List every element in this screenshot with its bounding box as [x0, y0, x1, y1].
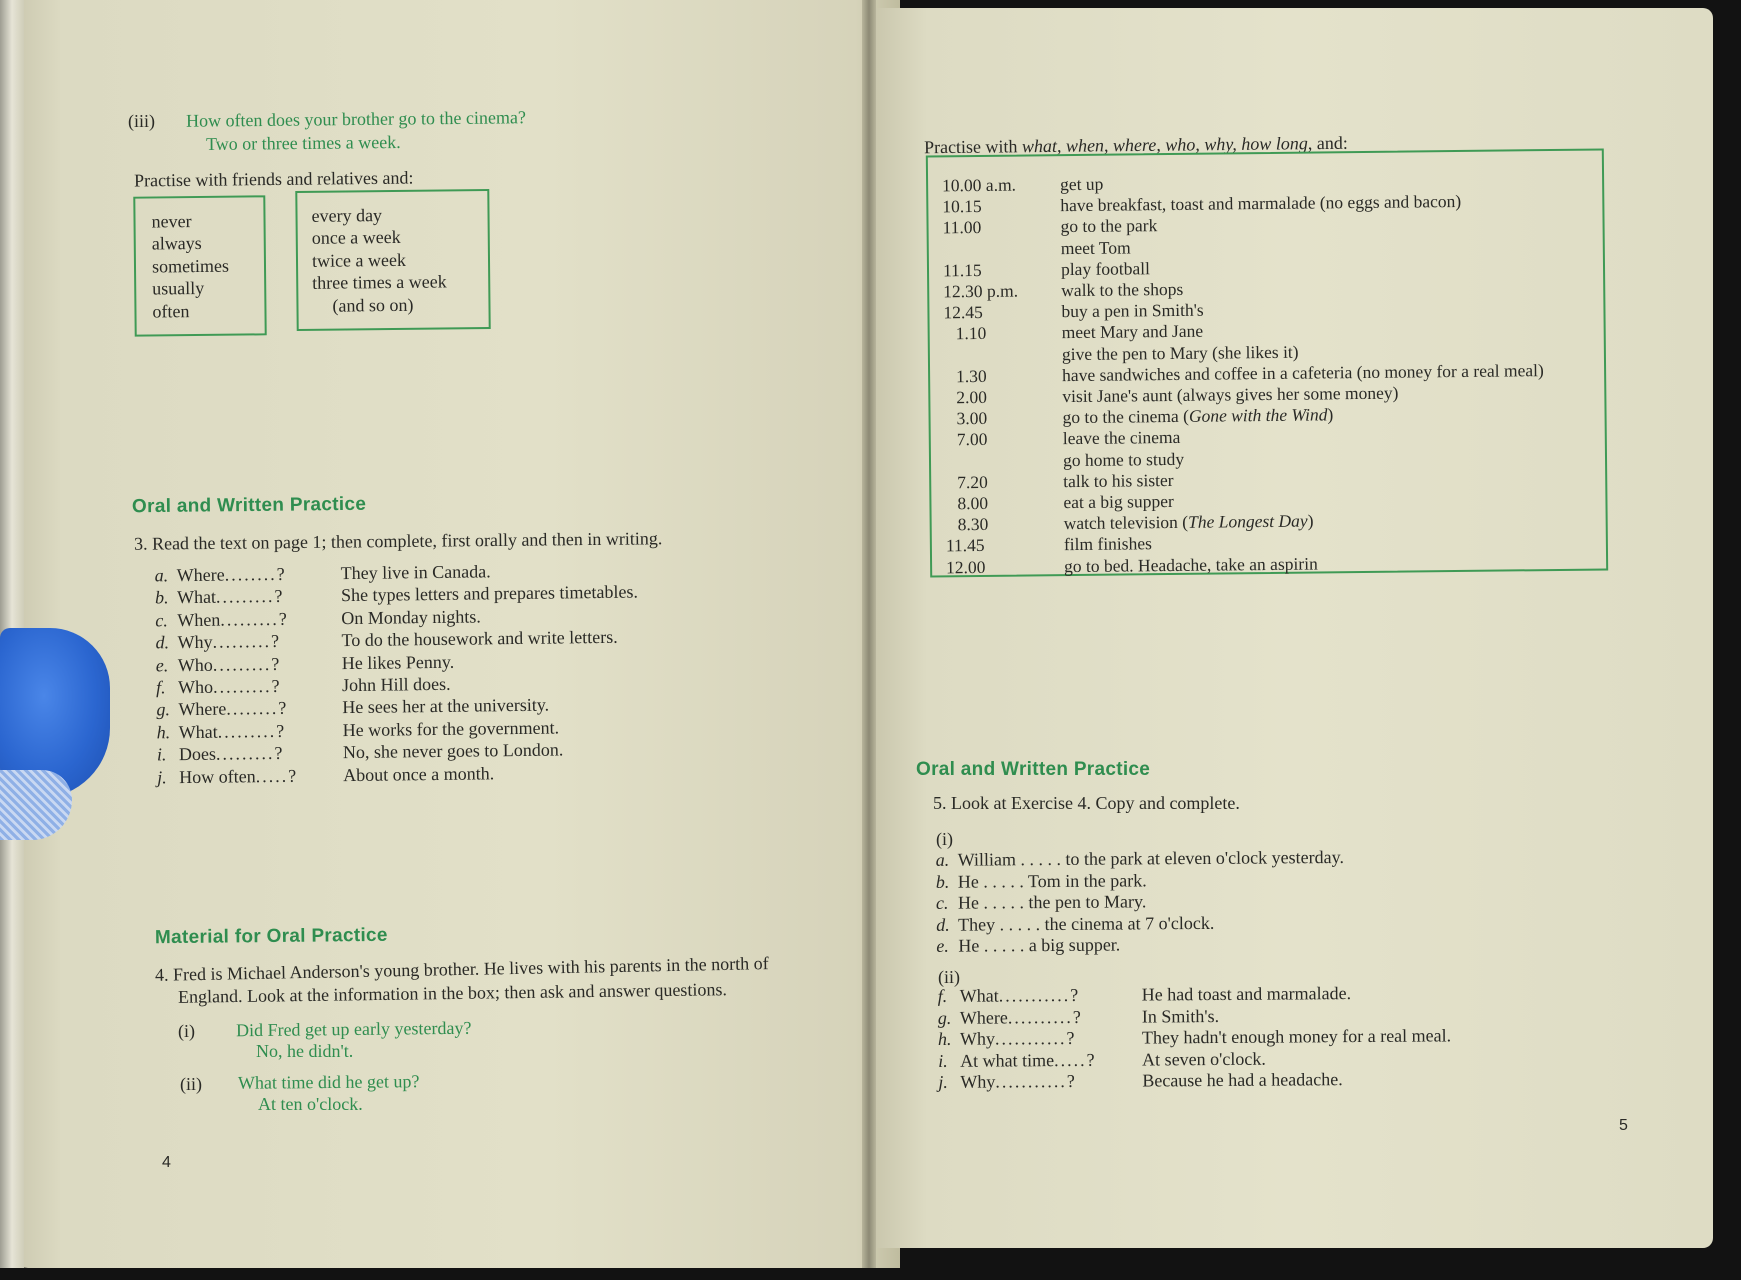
exercise5-answer: Because he had a headache.	[1142, 1069, 1343, 1091]
practise-question-words: what, when, where, who, why, how long	[1021, 133, 1308, 157]
item-question-mark: ?	[278, 698, 287, 719]
schedule-activity	[1060, 174, 1103, 195]
example-iii-question: How often does your brother go to the cinema?	[185, 107, 527, 131]
item-sentence: He . . . . . a big supper.	[958, 934, 1121, 957]
schedule-time: 11.45	[945, 535, 985, 556]
exercise3-item	[157, 721, 285, 744]
schedule-time: 8.30	[957, 514, 989, 535]
schedule-activity	[1063, 470, 1174, 492]
exercise3-answer: On Monday nights.	[341, 606, 481, 628]
schedule-time: 11.00	[942, 217, 982, 238]
activity-text: buy a pen in Smith's	[1061, 299, 1204, 322]
activity-text: talk to his sister	[1063, 469, 1174, 491]
activity-text: meet Tom	[1060, 237, 1131, 258]
schedule-time	[945, 450, 1055, 451]
exercise3-answer: To do the housework and write letters.	[341, 626, 618, 651]
schedule-time: 3.00	[956, 408, 988, 429]
frequency-words-box	[133, 195, 266, 336]
exercise5-part-ii-label: (ii)	[938, 967, 960, 987]
item-question-mark: ?	[271, 675, 280, 697]
exercise3-answer: About once a month.	[343, 762, 495, 785]
item-blank: .........	[215, 586, 275, 608]
section-heading-oral-written: Oral and Written Practice	[131, 493, 367, 518]
exercise4-example-i-label: (i)	[178, 1021, 195, 1041]
activity-text: eat a big supper	[1063, 490, 1174, 513]
schedule-activity	[1064, 534, 1152, 556]
item-blank: ........	[226, 698, 279, 719]
activity-text: go to the cinema (	[1062, 406, 1190, 428]
exercise5-item	[938, 1050, 1095, 1072]
exercise3-item	[157, 765, 296, 788]
exercise3-answer: John Hill does.	[341, 673, 451, 696]
frequency-phrases-list	[311, 203, 447, 316]
item-letter: h.	[156, 722, 171, 743]
exercise5-instruction: 5. Look at Exercise 4. Copy and complete.	[933, 793, 1240, 813]
frequency-phrases-box	[295, 189, 490, 331]
exercise5-part-i-list	[936, 846, 1457, 960]
item-letter: i.	[938, 1050, 948, 1071]
item-question-mark: ?	[288, 765, 297, 786]
example-iii-answer: Two or three times a week.	[205, 131, 401, 155]
exercise3-answer: They live in Canada.	[340, 561, 491, 584]
schedule-activity	[1062, 321, 1204, 343]
item-question-mark: ?	[278, 608, 287, 629]
item-blank: .....	[1054, 1049, 1087, 1070]
schedule-activity	[1062, 341, 1299, 364]
exercise4-example-ii-question: What time did he get up?	[237, 1071, 420, 1093]
exercise5-answer: They hadn't enough money for a real meal.	[1141, 1025, 1452, 1048]
item-question-word: Who	[177, 654, 213, 675]
item-letter: h.	[937, 1029, 952, 1050]
item-sentence: He . . . . . the pen to Mary.	[957, 891, 1147, 913]
item-question-mark: ?	[271, 653, 280, 674]
schedule-time: 10.00 a.m.	[942, 174, 1017, 196]
activity-text: play football	[1060, 258, 1151, 279]
exercise5-item	[936, 935, 1120, 957]
item-letter: j.	[938, 1072, 948, 1093]
exercise3-answer: No, she never goes to London.	[342, 739, 564, 763]
schedule-activity	[1061, 300, 1203, 322]
item-question-word: Where	[178, 698, 227, 720]
exercise4-example-ii-answer: At ten o'clock.	[258, 1094, 363, 1114]
activity-text: meet Mary and Jane	[1061, 321, 1204, 343]
activity-text: leave the cinema	[1062, 427, 1181, 449]
page-number-right: 5	[1619, 1117, 1628, 1134]
activity-text: visit Jane's aunt (always gives her some money)	[1062, 382, 1399, 407]
item-blank: .....	[255, 765, 289, 786]
practise-friends-instruction: Practise with friends and relatives and:	[133, 167, 414, 191]
item-letter: f.	[937, 985, 948, 1006]
schedule-time: 10.15	[942, 196, 982, 217]
exercise3-item	[156, 698, 286, 721]
section-heading-material: Material for Oral Practice	[154, 924, 388, 949]
item-question-word: Where	[959, 1007, 1008, 1028]
activity-text: give the pen to Mary (she likes it)	[1061, 341, 1299, 364]
activity-text: go to the park	[1060, 215, 1158, 237]
schedule-time	[944, 344, 1054, 345]
activity-text: have breakfast, toast and marmalade (no eggs and bacon)	[1060, 191, 1462, 216]
item-sentence: He . . . . . Tom in the park.	[957, 869, 1147, 892]
item-question-mark: ?	[274, 586, 283, 607]
exercise5-item	[938, 1028, 1075, 1050]
schedule-time: 12.45	[943, 302, 983, 323]
item-blank: ...........	[995, 1071, 1067, 1092]
schedule-activity	[1062, 404, 1333, 428]
frequency-word: never	[151, 211, 192, 232]
schedule-box	[926, 148, 1608, 577]
schedule-time: 11.15	[942, 259, 982, 281]
item-question-mark: ?	[274, 743, 283, 764]
exercise5-item	[938, 1007, 1081, 1029]
exercise3-item	[155, 564, 285, 587]
item-blank: .........	[215, 743, 275, 764]
book-spine	[862, 0, 876, 1268]
exercise3-instruction: 3. Read the text on page 1; then complete, first orally and then in writing.	[133, 528, 663, 554]
item-blank: ...........	[994, 1028, 1067, 1049]
item-blank: .........	[217, 720, 277, 742]
schedule-time: 1.10	[955, 323, 987, 344]
item-question-mark: ?	[1066, 1028, 1075, 1049]
item-question-word: Does	[178, 743, 217, 765]
exercise5-item	[936, 847, 1344, 871]
exercise5-item	[936, 892, 1146, 914]
activity-text-close: )	[1327, 404, 1334, 425]
item-letter: i.	[156, 744, 167, 765]
frequency-word: usually	[152, 278, 205, 299]
schedule-time	[943, 238, 1053, 239]
exercise3-item	[155, 631, 279, 654]
exercise3-item	[156, 654, 280, 677]
schedule-activity	[1061, 258, 1150, 280]
exercise3-answer: She types letters and prepares timetables.	[340, 581, 639, 606]
practise-suffix: , and:	[1307, 132, 1348, 154]
film-title: The Longest Day	[1187, 510, 1308, 533]
exercise3-item	[155, 586, 283, 609]
schedule-time: 2.00	[956, 386, 988, 408]
item-question-mark: ?	[1066, 1071, 1075, 1092]
item-letter: g.	[156, 699, 171, 720]
exercise5-item	[938, 985, 1079, 1007]
exercise4-line2: England. Look at the information in the box; then ask and answer questions.	[177, 979, 728, 1007]
exercise3-answer: He likes Penny.	[341, 651, 455, 673]
item-question-word: How often	[179, 765, 256, 787]
frequency-phrase: every day	[311, 205, 383, 226]
schedule-time: 7.20	[957, 471, 988, 493]
item-letter: g.	[937, 1007, 952, 1028]
schedule-time: 8.00	[957, 492, 989, 514]
exercise3-list	[155, 559, 718, 796]
exercise5-item	[938, 1071, 1075, 1093]
frequency-words-list	[151, 210, 229, 323]
item-letter: e.	[936, 936, 949, 957]
exercise5-part-i-label: (i)	[936, 829, 953, 849]
item-letter: d.	[155, 632, 170, 653]
activity-text: go to bed. Headache, take an aspirin	[1064, 553, 1318, 576]
example-iii-label: (iii)	[128, 111, 155, 131]
activity-text: go home to study	[1062, 448, 1185, 470]
item-question-mark: ?	[276, 720, 285, 741]
practise-prefix: Practise with	[923, 136, 1023, 158]
item-blank: .........	[212, 676, 272, 697]
item-sentence: They . . . . . the cinema at 7 o'clock.	[958, 912, 1215, 935]
activity-text: walk to the shops	[1061, 278, 1184, 301]
item-question-mark: ?	[1072, 1006, 1081, 1027]
item-question-word: What	[178, 721, 218, 742]
schedule-activity	[1063, 448, 1184, 470]
exercise5-answer: He had toast and marmalade.	[1141, 983, 1352, 1005]
schedule-activity	[1060, 216, 1157, 238]
item-question-word: What	[959, 985, 999, 1006]
schedule-table	[942, 169, 1596, 576]
item-letter: c.	[155, 610, 168, 631]
item-letter: d.	[936, 914, 950, 935]
item-letter: e.	[155, 654, 169, 676]
item-question-word: Why	[959, 1028, 996, 1049]
exercise3-answer: He sees her at the university.	[342, 695, 550, 718]
item-letter: f.	[155, 677, 166, 698]
schedule-activity	[1064, 511, 1314, 535]
exercise5-answer: At seven o'clock.	[1142, 1048, 1266, 1070]
item-blank: ...........	[998, 985, 1071, 1006]
item-question-mark: ?	[276, 563, 285, 584]
exercise3-item	[157, 743, 283, 766]
item-question-word: Why	[177, 631, 213, 653]
item-sentence: William . . . . . to the park at eleven o'clock yesterday.	[957, 846, 1344, 870]
item-question-word: Where	[176, 564, 225, 586]
schedule-activity	[1061, 279, 1183, 301]
exercise4-line1: 4. Fred is Michael Anderson's young brother. He lives with his parents in the north of	[154, 953, 769, 985]
frequency-phrase: (and so on)	[332, 294, 414, 316]
activity-text-close: )	[1307, 510, 1314, 531]
exercise4-example-ii-label: (ii)	[180, 1074, 202, 1094]
item-blank: ........	[224, 563, 277, 585]
schedule-activity	[1061, 237, 1131, 259]
item-letter: a.	[935, 849, 950, 870]
item-blank: .........	[212, 653, 272, 675]
frequency-phrase: twice a week	[311, 249, 407, 271]
exercise5-part-ii-list	[938, 982, 1499, 1096]
item-letter: b.	[154, 587, 169, 608]
exercise5-item	[936, 913, 1214, 936]
activity-text: get up	[1060, 173, 1104, 195]
schedule-time: 12.00	[946, 556, 986, 577]
schedule-activity	[1064, 553, 1318, 577]
schedule-time: 12.30 p.m.	[943, 280, 1019, 302]
item-question-mark: ?	[1070, 984, 1079, 1006]
exercise5-item	[936, 870, 1147, 892]
item-blank: .........	[220, 608, 279, 630]
item-letter: c.	[935, 892, 949, 914]
item-letter: j.	[157, 766, 167, 788]
exercise3-item	[155, 609, 287, 632]
exercise4-example-i-question: Did Fred get up early yesterday?	[235, 1017, 472, 1041]
item-blank: ..........	[1007, 1006, 1073, 1028]
activity-text: watch television (	[1063, 512, 1189, 534]
schedule-activity	[1063, 491, 1174, 513]
activity-text: have sandwiches and coffee in a cafeteria (no money for a real meal)	[1062, 359, 1544, 385]
item-question-word: Why	[960, 1071, 996, 1093]
item-question-word: When	[177, 609, 221, 630]
item-letter: a.	[154, 565, 169, 586]
exercise3-item	[156, 676, 280, 699]
item-letter: b.	[935, 871, 950, 892]
item-question-word: At what time	[960, 1049, 1055, 1071]
frequency-word: sometimes	[151, 255, 230, 277]
item-question-word: What	[176, 587, 217, 608]
exercise4-example-i-answer: No, he didn't.	[256, 1041, 354, 1061]
frequency-phrase: once a week	[311, 227, 401, 249]
schedule-time: 1.30	[956, 365, 987, 387]
activity-text: film finishes	[1063, 533, 1152, 555]
section-heading-oral-written-right: Oral and Written Practice	[916, 759, 1151, 780]
item-question-mark: ?	[1086, 1049, 1095, 1070]
schedule-time: 7.00	[956, 429, 988, 450]
item-question-word: Who	[177, 676, 214, 698]
page-number-left: 4	[162, 1154, 171, 1171]
film-title: Gone with the Wind	[1188, 404, 1328, 427]
frequency-word: always	[151, 233, 202, 254]
item-blank: .........	[212, 631, 272, 652]
frequency-phrase: three times a week	[312, 271, 447, 294]
exercise3-answer: He works for the government.	[342, 717, 560, 740]
exercise5-answer: In Smith's.	[1141, 1005, 1220, 1027]
schedule-activity	[1063, 427, 1181, 449]
item-question-mark: ?	[270, 631, 280, 652]
frequency-word: often	[152, 300, 190, 322]
